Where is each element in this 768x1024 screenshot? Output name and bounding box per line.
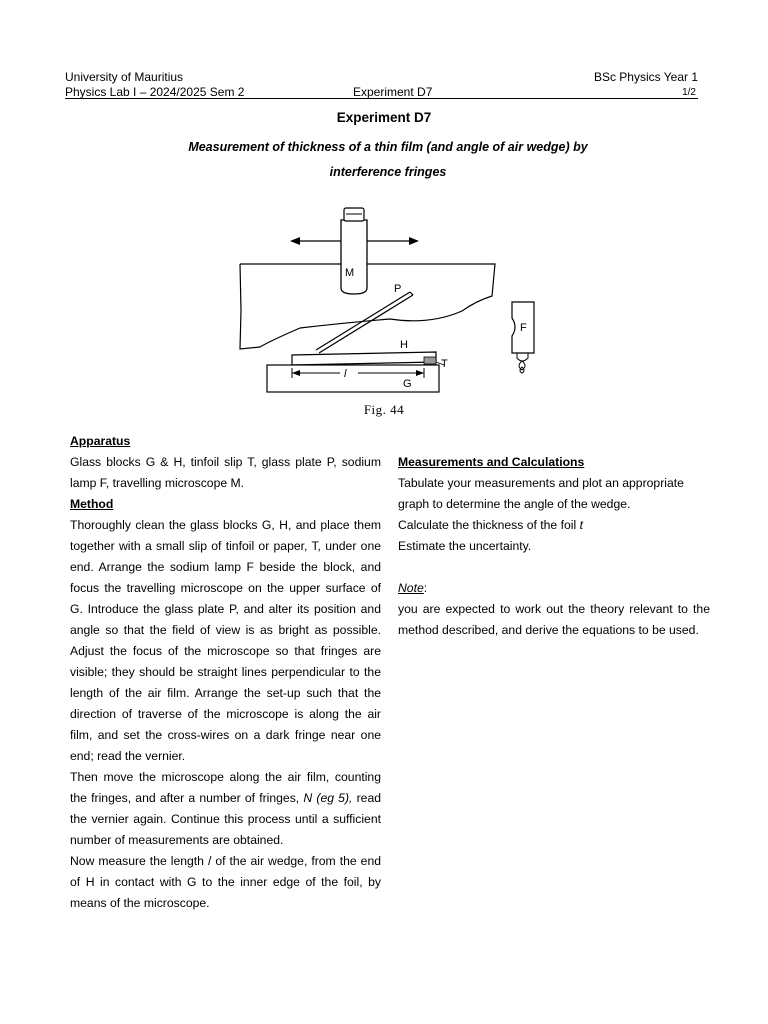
programme-name: BSc Physics Year 1 — [593, 70, 698, 84]
method-paragraph-3: Now measure the length / of the air wedge, from the end of H in contact with G to the inner edge of the foil, by means of the microscope. — [70, 854, 381, 910]
label-l: l — [344, 368, 347, 380]
apparatus-figure — [230, 198, 540, 423]
label-t: T — [441, 358, 448, 370]
page-title: Experiment D7 — [336, 110, 432, 125]
right-column — [398, 452, 710, 641]
label-p: P — [394, 283, 402, 295]
university-name: University of Mauritius — [65, 70, 184, 84]
page-number: 1/2 — [682, 87, 696, 98]
glass-block-g — [267, 365, 439, 392]
header-experiment: Experiment D7 — [353, 85, 433, 99]
glass-plate-p — [316, 292, 413, 353]
tinfoil-t — [424, 357, 436, 364]
label-m: M — [345, 267, 355, 279]
glass-block-h — [292, 352, 436, 365]
method-heading: Method — [70, 497, 114, 511]
figure-caption: Fig. 44 — [363, 402, 405, 417]
microscope-body — [341, 220, 367, 294]
note-text: you are expected to work out the theory relevant to the method described, and derive the equations to be used. — [398, 602, 710, 637]
header-row-2 — [65, 85, 698, 99]
course-name: Physics Lab I – 2024/2025 Sem 2 — [65, 85, 245, 99]
note-label: Note: — [398, 581, 428, 595]
method-paragraph-2: Then move the microscope along the air film, counting the fringes, and after a number of fringes, N (eg 5), read the vernier again. Continue this process until a sufficient number of measurements are obtained. — [70, 770, 382, 847]
left-column — [70, 431, 381, 914]
measurements-heading: Measurements and Calculations — [398, 455, 585, 469]
method-paragraph-1: Thoroughly clean the glass blocks G, H, and place them together with a small slip of tinfoil or paper, T, under one end. Arrange the sodium lamp F beside the block, and focus the travelling microscope on the upper surface of G. Introduce the glass plate P, and alter its position and angle so that the field of view is as bright as possible. Adjust the focus of the microscope so that fringes are visible; they should be straight lines perpendicular to the length of the air film. Arrange the set-up such that the direction of traverse of the microscope is along the air film, and set the cross-wires on a dark fringe near one end; read the vernier. — [70, 518, 381, 763]
measurements-line-3: Estimate the uncertainty. — [398, 539, 532, 553]
label-f: F — [520, 322, 527, 334]
foil-thickness-symbol: t — [579, 518, 583, 532]
measurements-line-1: Tabulate your measurements and plot an appropriate graph to determine the angle of the wedge. — [398, 476, 684, 511]
sodium-lamp-f — [512, 302, 534, 373]
apparatus-heading: Apparatus — [70, 434, 131, 448]
label-g: G — [403, 378, 412, 390]
fringe-count: N (eg 5), — [303, 791, 353, 805]
label-h: H — [400, 339, 408, 351]
measurements-line-2: Calculate the thickness of the foil t — [398, 518, 583, 532]
apparatus-text: Glass blocks G & H, tinfoil slip T, glass plate P, sodium lamp F, travelling microscope M. — [70, 455, 381, 490]
page-subtitle: Measurement of thickness of a thin film (and angle of air wedge) by interference fringes — [188, 140, 588, 179]
